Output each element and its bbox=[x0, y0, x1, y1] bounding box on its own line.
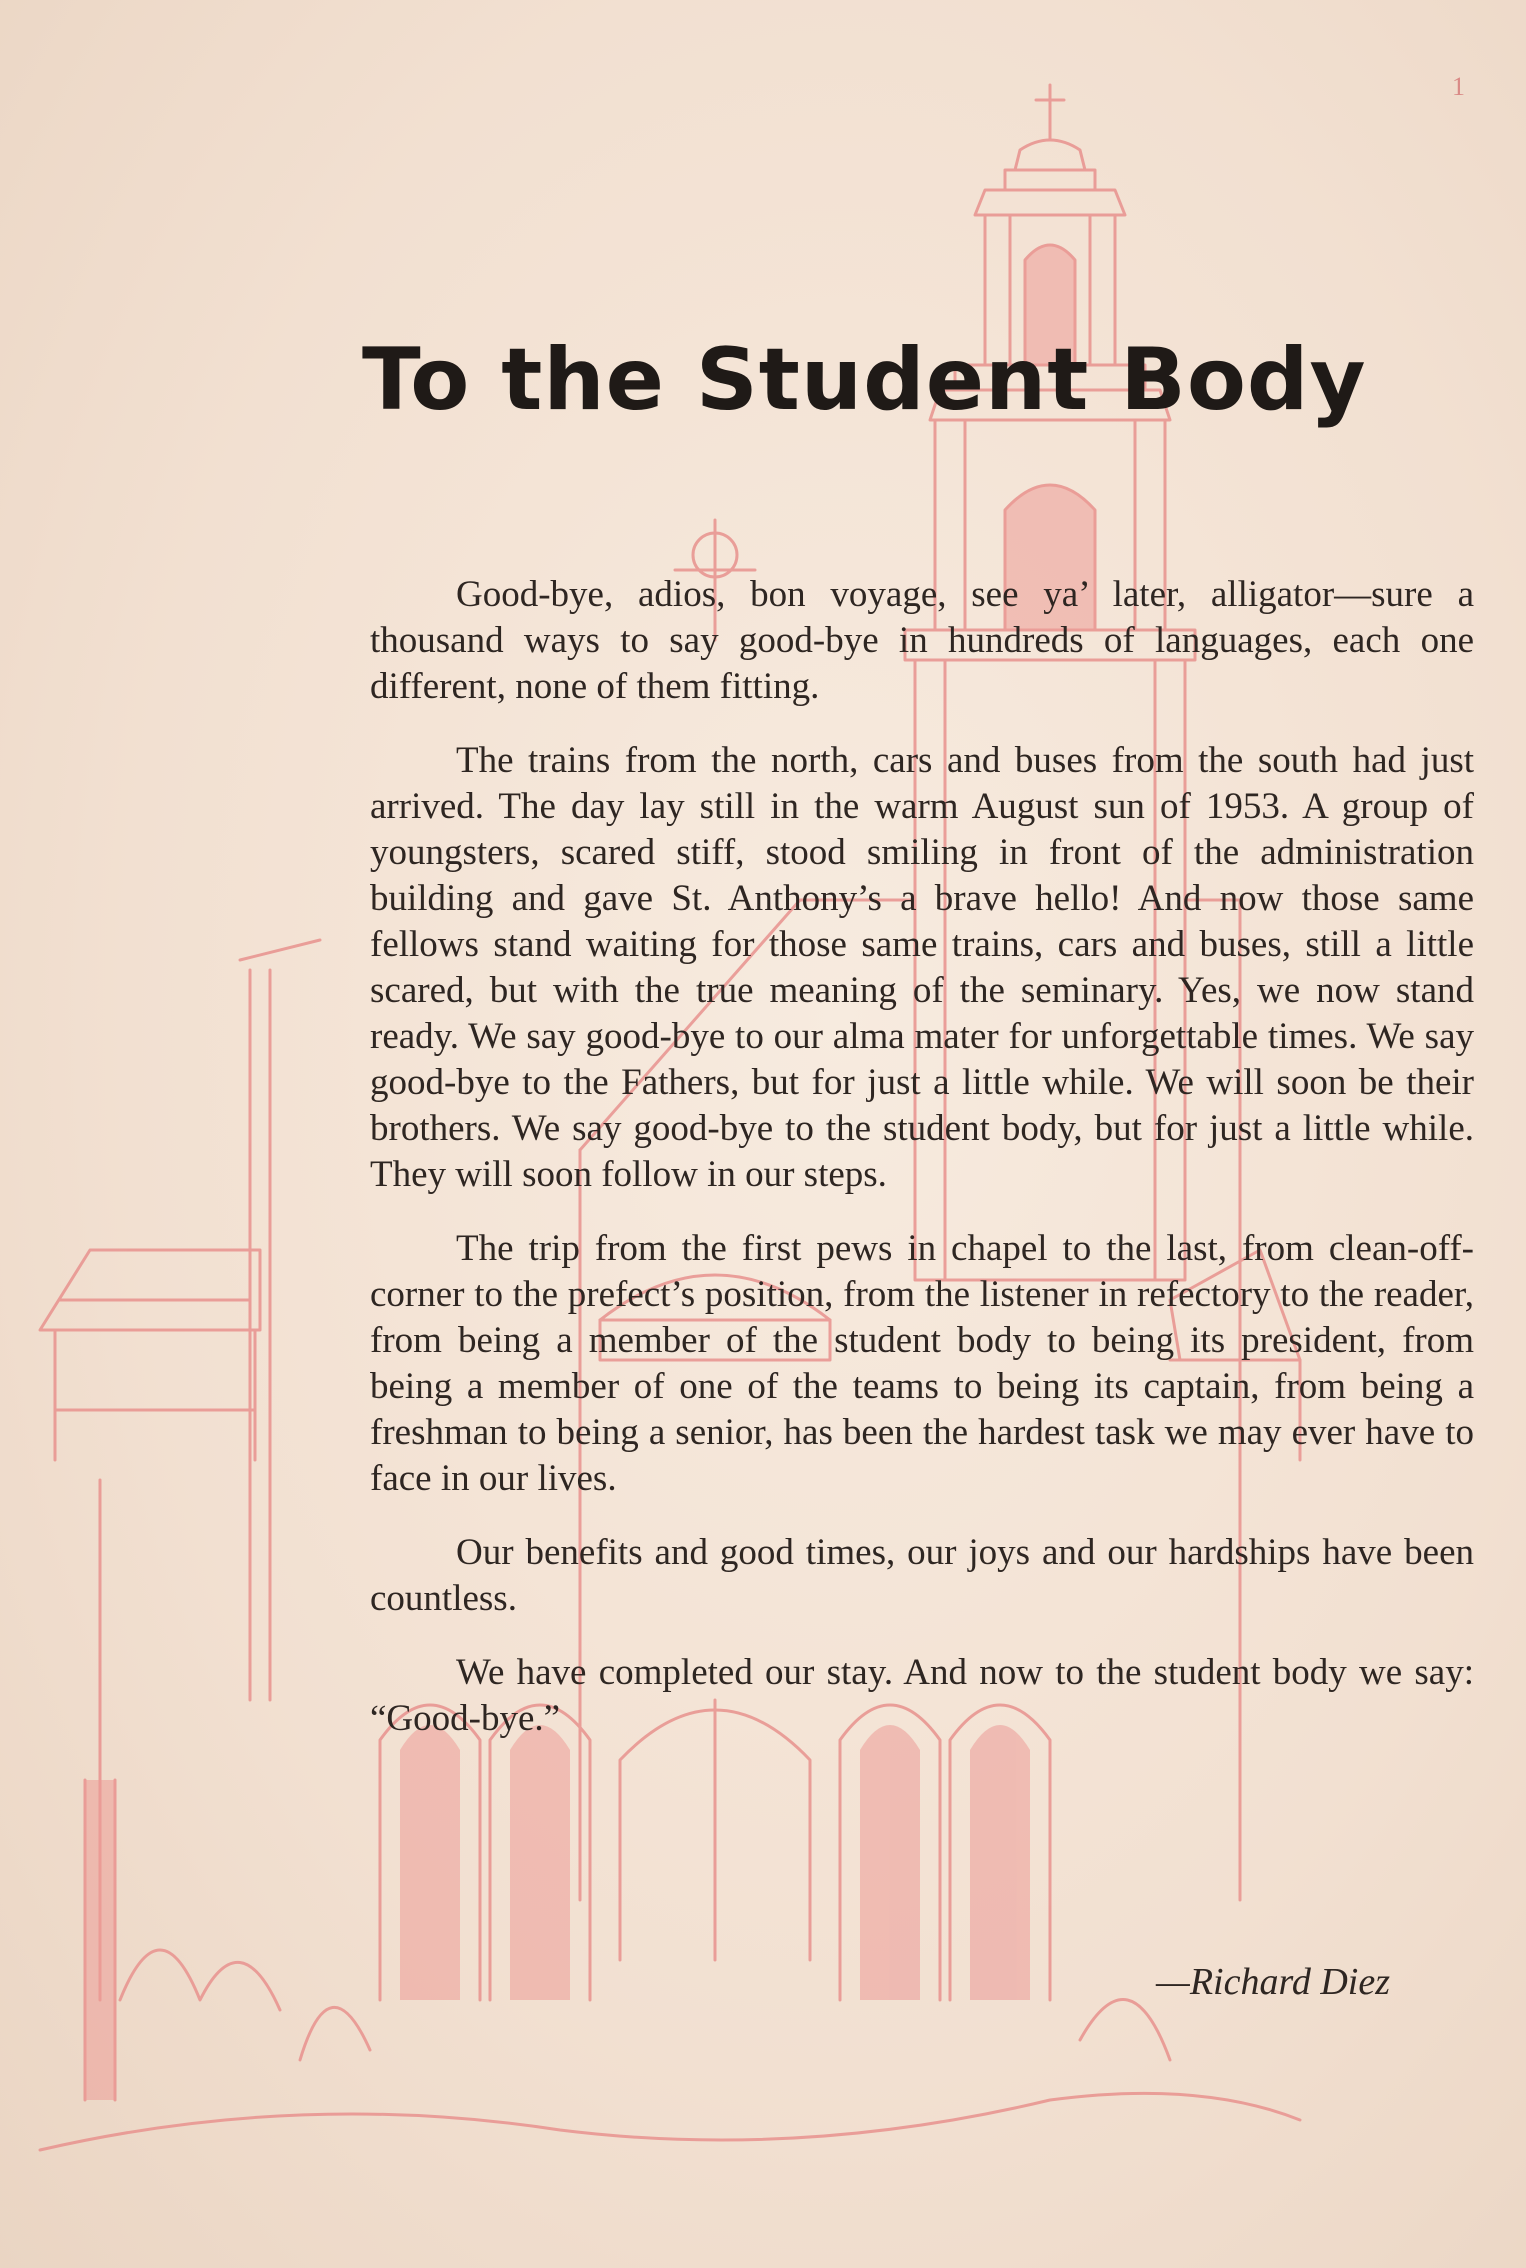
page-number: 1 bbox=[1452, 72, 1465, 101]
author-signature: —Richard Diez bbox=[1156, 1961, 1390, 2003]
body-text bbox=[370, 572, 1474, 1770]
paragraph: Our benefits and good times, our joys and our hardships have been countless. bbox=[370, 1532, 1474, 1619]
paragraph: The trip from the first pews in chapel to the last, from clean-off-corner to the prefect’s position, from the listener in refectory to the reader, from being a member of the student body to being its president, from being a member of one of the teams to being its captain, from being a freshman to being a senior, has been the hardest task we may ever have to face in our lives. bbox=[370, 1228, 1474, 1499]
page-title: To the Student Body bbox=[362, 330, 1367, 430]
paragraph: We have completed our stay. And now to the student body we say: “Good-bye.” bbox=[370, 1652, 1474, 1739]
paragraph: Good-bye, adios, bon voyage, see ya’ later, alligator—sure a thousand ways to say good-bye in hundreds of languages, each one different, none of them fitting. bbox=[370, 574, 1474, 707]
paragraph: The trains from the north, cars and buses from the south had just arrived. The day lay still in the warm August sun of 1953. A group of youngsters, scared stiff, stood smiling in front of the administration building and gave St. Anthony’s a brave hello! And now those same fellows stand waiting for those same trains, cars and buses, still a little scared, but with the true meaning of the seminary. Yes, we now stand ready. We say good-bye to our alma mater for unforgettable times. We say good-bye to the Fathers, but for just a little while. We will soon be their brothers. We say good-bye to the student body, but for just a little while. They will soon follow in our steps. bbox=[370, 740, 1474, 1195]
